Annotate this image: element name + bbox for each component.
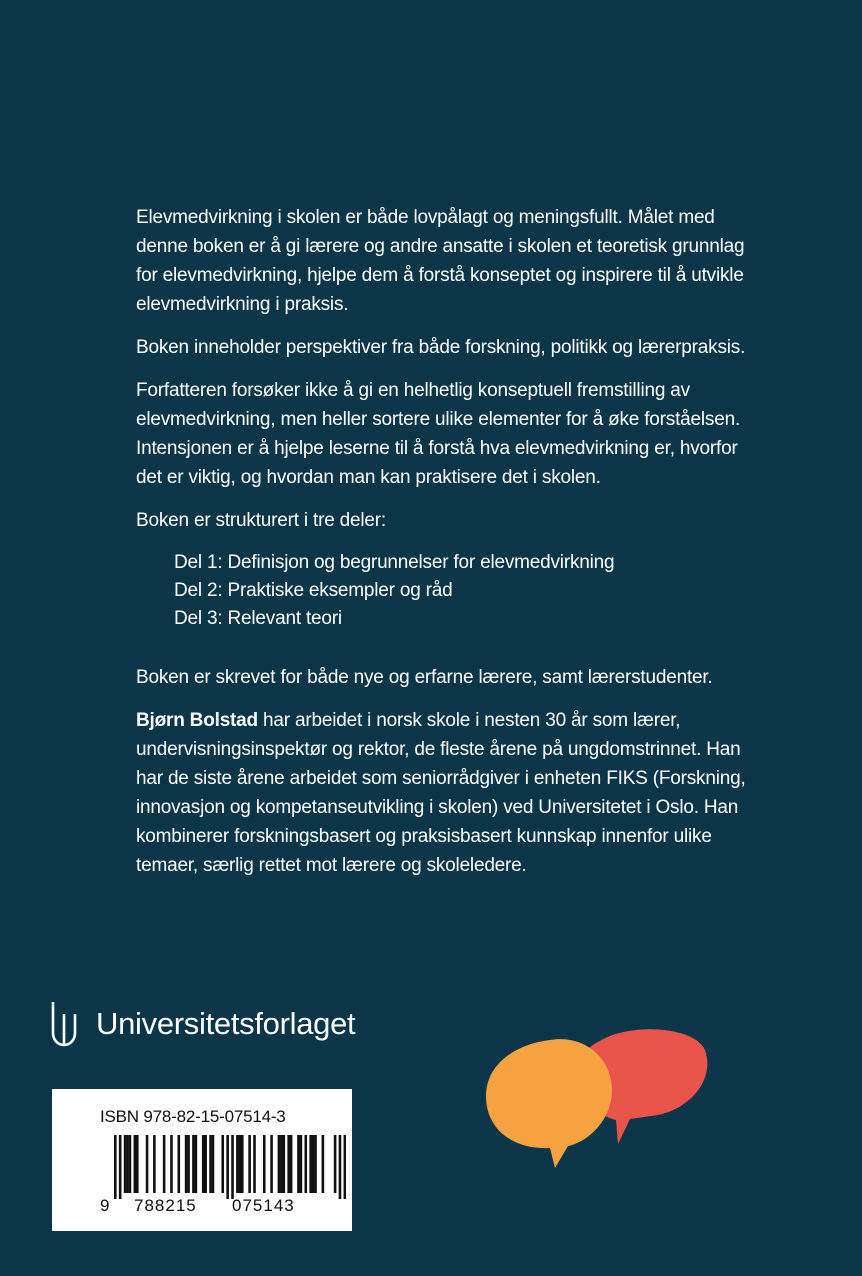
speech-bubbles-illustration: [480, 1020, 720, 1200]
barcode-bar: [204, 1135, 207, 1193]
barcode-bar: [170, 1135, 173, 1193]
perspectives-paragraph: Boken inneholder perspektiver fra både forskning, politikk og lærerpraksis.: [136, 337, 746, 358]
barcode-bar: [124, 1135, 127, 1193]
u-logo-icon: [50, 1000, 78, 1048]
back-cover-blurb: [136, 203, 756, 894]
barcode-bar: [241, 1135, 244, 1193]
barcode-bar: [221, 1135, 224, 1193]
barcode-bar: [226, 1135, 229, 1199]
barcode-bar: [195, 1135, 198, 1193]
barcode-bar: [297, 1135, 300, 1193]
barcode-bar: [236, 1135, 239, 1193]
barcode-bar: [119, 1135, 122, 1199]
barcode-bar: [270, 1135, 273, 1193]
barcode-bar: [134, 1135, 137, 1193]
barcode-bar: [278, 1135, 281, 1193]
barcode-image: [114, 1135, 346, 1199]
barcode-bar: [136, 1135, 139, 1193]
part-item-3: Del 3: Relevant teori: [174, 608, 342, 629]
structure-intro: Boken er strukturert i tre deler:: [136, 510, 387, 531]
barcode-bar: [283, 1135, 286, 1193]
barcode-bar: [322, 1135, 325, 1193]
barcode-bar: [334, 1135, 337, 1193]
intro-paragraph: Elevmedvirkning i skolen er både lovpålagt og meningsfullt. Målet med denne boken er å gi lærere og andre ansatte i skolen et teoretisk grunnlag for elevmedvirkning, hjelpe dem å forstå konseptet og inspirere til å utvikle elevmedvirkning i praksis.: [136, 207, 745, 315]
barcode-bar: [300, 1135, 303, 1193]
barcode-bar: [126, 1135, 129, 1193]
barcode-bar: [185, 1135, 188, 1193]
barcode-bar: [312, 1135, 315, 1193]
barcode-bar: [253, 1135, 256, 1193]
isbn-label: ISBN 978-82-15-07514-3: [100, 1107, 286, 1126]
barcode-bar: [287, 1135, 290, 1193]
barcode-bar: [146, 1135, 149, 1193]
barcode-bar: [339, 1135, 342, 1199]
barcode-digits-right: 075143: [232, 1196, 295, 1215]
barcode-bar: [129, 1135, 132, 1193]
isbn-barcode-box: [52, 1089, 352, 1231]
intention-paragraph: Forfatteren forsøker ikke å gi en helhetlig konseptuell fremstilling av elevmedvirkning, men heller sortere ulike elementer for å øke forståelsen. Intensjonen er å hjelpe leserne til å forstå hva elevmedvirkning er, hvorfor det er viktig, og hvordan man kan praktisere det i skolen.: [136, 380, 741, 488]
audience-paragraph: Boken er skrevet for både nye og erfarne lærere, samt lærerstudenter.: [136, 667, 713, 688]
publisher-brand: [50, 1000, 355, 1048]
barcode-bar: [304, 1135, 307, 1193]
parts-list: [174, 549, 756, 633]
barcode-bar: [314, 1135, 317, 1193]
barcode-bar: [263, 1135, 266, 1193]
barcode-bar: [231, 1135, 234, 1199]
barcode-bar: [177, 1135, 180, 1193]
barcode-bar: [192, 1135, 195, 1193]
barcode-bar: [114, 1135, 117, 1199]
part-item-2: Del 2: Praktiske eksempler og råd: [174, 580, 453, 601]
barcode-bar: [280, 1135, 283, 1193]
barcode-bar: [209, 1135, 212, 1193]
barcode-bar: [290, 1135, 293, 1193]
barcode-bar: [239, 1135, 242, 1193]
barcode-bar: [309, 1135, 312, 1193]
barcode-digit-first: 9: [100, 1196, 111, 1215]
author-bio-paragraph: [136, 706, 756, 880]
barcode-bar: [248, 1135, 251, 1193]
part-item-1: Del 1: Definisjon og begrunnelser for elevmedvirkning: [174, 552, 615, 573]
barcode-bar: [202, 1135, 205, 1193]
barcode-bar: [163, 1135, 166, 1193]
barcode-bar: [212, 1135, 215, 1193]
author-bio: har arbeidet i norsk skole i nesten 30 år som lærer, undervisningsinspektør og rektor, de fleste årene på ungdomstrinnet. Han har de siste årene arbeidet som seniorrådgiver i enheten FIKS (Forskning, innovasjon og kompetanseutvikling i skolen) ved Universitetet i Oslo. Han kombinerer forskningsbasert og praksisbasert kunnskap innenfor ulike temaer, særlig rettet mot lærere og skoleledere.: [136, 710, 746, 876]
barcode-digits-left: 788215: [134, 1196, 197, 1215]
speech-bubble-orange: [486, 1039, 612, 1168]
publisher-name: Universitetsforlaget: [96, 1006, 356, 1041]
author-name: Bjørn Bolstad: [136, 710, 258, 731]
barcode-bar: [153, 1135, 156, 1193]
barcode-bar: [344, 1135, 346, 1199]
barcode-bar: [187, 1135, 190, 1193]
